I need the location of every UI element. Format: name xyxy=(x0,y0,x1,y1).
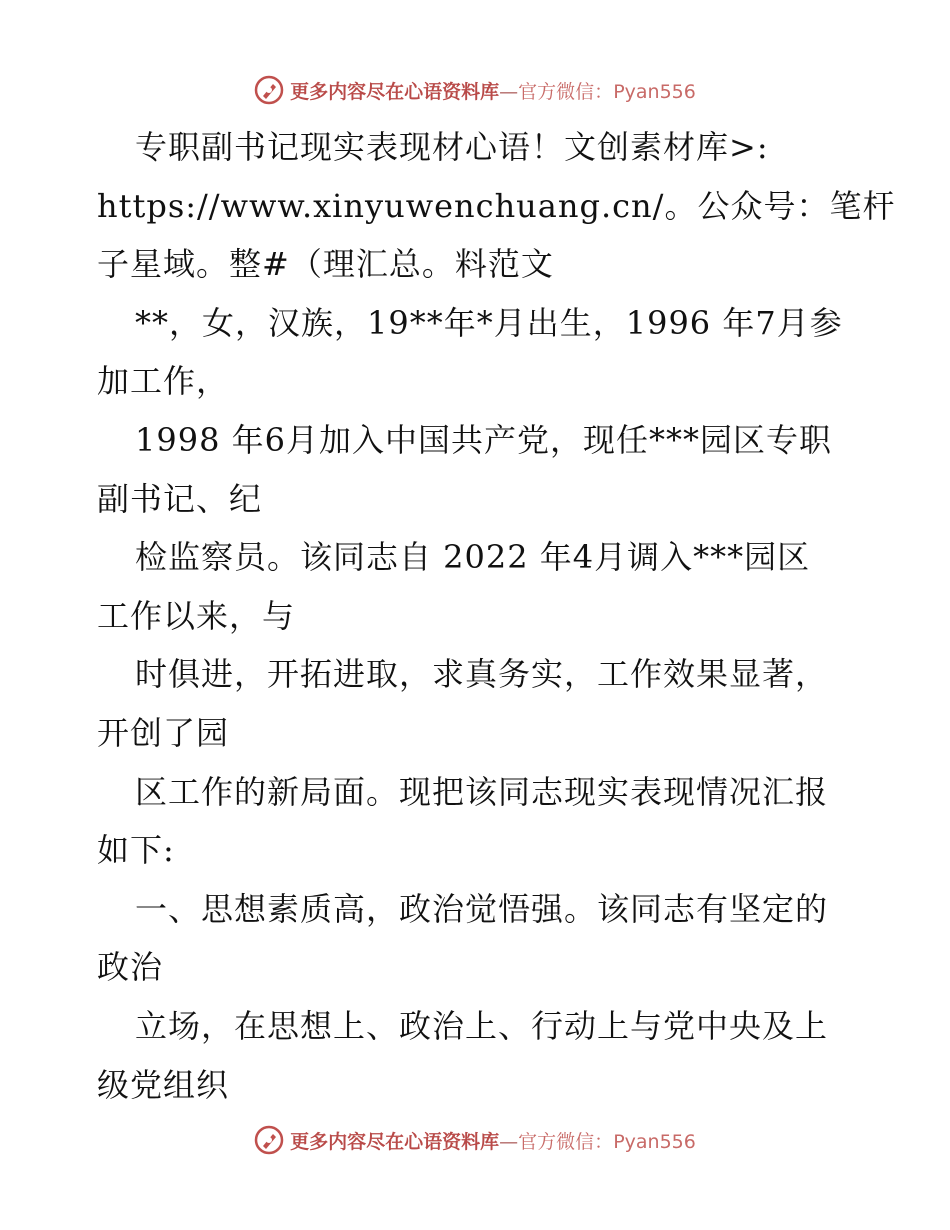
body-line: 专职副书记现实表现材心语！文创素材库>: xyxy=(135,128,769,166)
body-line: 子星域。整#（理汇总。料范文 xyxy=(97,245,554,284)
footer-watermark-banner xyxy=(0,1120,950,1160)
body-line: 1998 年6月加入中国共产党，现任***园区专职 xyxy=(135,420,832,459)
banner-dash: — xyxy=(499,1130,519,1153)
header-watermark-banner xyxy=(0,70,950,110)
body-line: 立场，在思想上、政治上、行动上与党中央及上 xyxy=(135,1006,829,1045)
body-line: 政治 xyxy=(97,948,164,987)
banner-text xyxy=(290,77,696,104)
banner-site-name: 更多内容尽在心语资料库 xyxy=(290,80,500,103)
body-line: 工作以来，与 xyxy=(97,596,296,635)
banner-text xyxy=(290,1127,696,1154)
body-line: 开创了园 xyxy=(97,713,230,752)
body-line: **，女，汉族，19**年*月出生，1996 年7月参 xyxy=(135,303,843,342)
body-line: 级党组织 xyxy=(97,1065,230,1104)
pen-circle-logo-icon xyxy=(254,75,284,105)
banner-wechat-label: 官方微信： xyxy=(518,1130,614,1153)
body-line: 如下: xyxy=(97,831,175,870)
pen-circle-logo-icon xyxy=(254,1125,284,1155)
banner-wechat-account: Pyan556 xyxy=(613,80,696,103)
body-line: 加工作， xyxy=(97,362,230,401)
banner-site-name: 更多内容尽在心语资料库 xyxy=(290,1130,500,1153)
banner-dash: — xyxy=(499,80,519,103)
body-line: 一、思想素质高，政治觉悟强。该同志有坚定的 xyxy=(135,889,829,928)
body-line: 副书记、纪 xyxy=(97,479,263,518)
banner-wechat-account: Pyan556 xyxy=(613,1130,696,1153)
banner-wechat-label: 官方微信： xyxy=(518,80,614,103)
document-body xyxy=(97,118,896,1114)
body-line: 检监察员。该同志自 2022 年4月调入***园区 xyxy=(135,538,811,577)
body-line: 时俱进，开拓进取，求真务实，工作效果显著， xyxy=(135,655,829,694)
body-line: https://www.xinyuwenchuang.cn/。公众号：笔杆 xyxy=(97,186,896,225)
body-line: 区工作的新局面。现把该同志现实表现情况汇报 xyxy=(135,772,829,811)
